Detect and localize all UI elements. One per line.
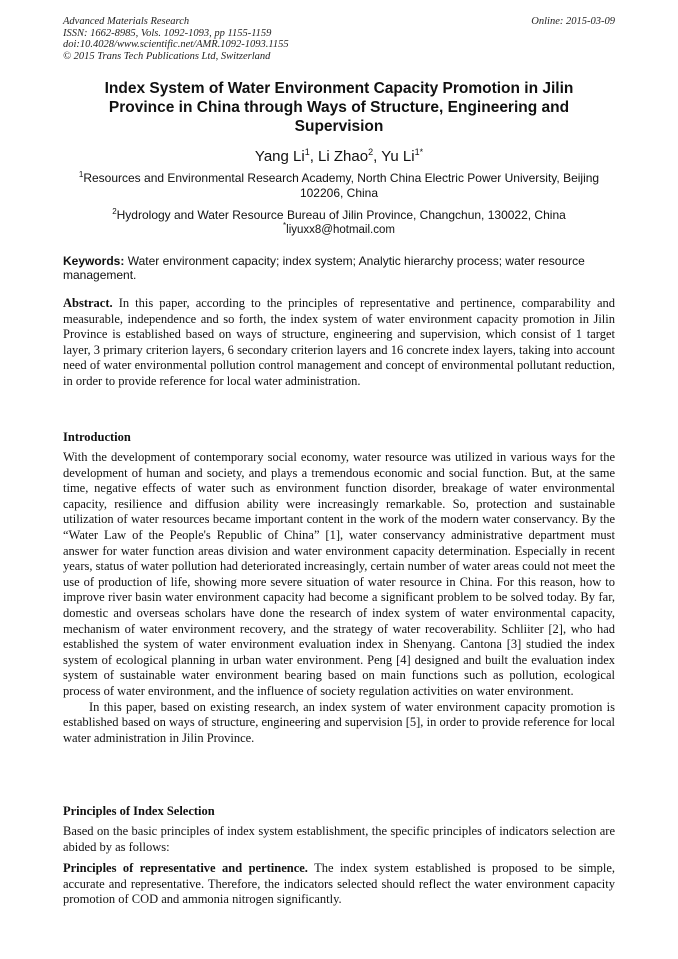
principles-heading: Principles of Index Selection (63, 804, 215, 818)
email-address: liyuxx8@hotmail.com (286, 223, 395, 236)
author-name: Li Zhao (318, 148, 369, 165)
abstract (63, 296, 615, 390)
title-line-1: Index System of Water Environment Capacity Promotion in Jilin (104, 80, 574, 97)
affiliation-text: 102206, China (299, 186, 379, 200)
introduction-body (63, 450, 615, 746)
principle-text: The index system established is proposed to be simple, accurate and representative. Therefore, the indicators selected should reflect the water environment capacity promotion of COD and ammonia nitrogen significantly. (63, 861, 615, 907)
paper-title (63, 79, 615, 136)
author-mark: 2 (368, 147, 374, 157)
introduction-paragraph-2: In this paper, based on existing research, an index system of water environment capacity promotion is established based on ways of structure, engineering and supervision [5], in order to provide reference for local water administration in Jilin Province. (63, 699, 615, 745)
introduction-paragraph-1: With the development of contemporary social economy, water resource was utilized in various ways for the development of human and society, and plays a tremendous economic and social function. But, at the same time, negative effects of water such as environment function disorder, breakage of water environmental capacity, resilience and diffusion ability were increasingly remarkable. So, protection and sustainable utilization of water resources became important content in the work of the modern water conservancy. By the “Water Law of the People's Republic of China” [1], water conservancy administrative department must answer for water function areas division and water environment capacity determination. Especially in recent years, status of water pollution had deteriorated increasingly, certain number of water areas could not meet the use of production of life, showing more severe situation of water resource in China. For this reason, how to improve river basin water environment capacity had become a significant problem to be solved today. By far, domestic and overseas scholars have done the research of index system of water environmental capacity, mechanism of water environment recovery, and the strategy of water recoverability. Schliiter [2], who had established the system of water environment evaluation index in Shenyang. Cantona [3] studied the index system of ecological planning in urban water environment. Peng [4] designed and built the evaluation index system of sustainable water environment bearing based on main functions such as pollution, ecological process of water environment, and the influence of society regulation activities on water environment. (63, 450, 615, 698)
title-line-2: Province in China through Ways of Structure, Engineering and (108, 99, 570, 116)
title-line-3: Supervision (294, 118, 384, 135)
abstract-label: Abstract. (63, 296, 113, 310)
principle-label: Principles of representative and pertinence. (63, 861, 308, 876)
author-mark: 1 (304, 147, 310, 157)
online-date: Online: 2015-03-09 (531, 16, 615, 27)
keywords-text: Water environment capacity; index system; Analytic hierarchy process; water resource management. (63, 254, 585, 282)
author-list: Yang Li$^1$, Li Zhao$^2$, Yu $Li^{1*}$ (254, 147, 424, 165)
principles-paragraph-2 (63, 861, 615, 908)
email-line (63, 219, 615, 237)
affiliation-mark: 2 (112, 207, 117, 216)
author-name: Yu Li (381, 148, 415, 165)
issn-line: ISSN: 1662-8985, Vols. 1092-1093, pp 1155-1159 (63, 27, 272, 39)
abstract-text: In this paper, according to the principles of representative and pertinence, comparability and measurable, independence and so forth, the index system of water environment capacity promotion in Jilin Province is established based on ways of structure, engineering and supervision, which consist of 1 target layer, 3 primary criterion layers, 6 secondary criterion layers and 16 concrete index layers, taking into account need of water environmental pollution control management and concept of environmental pollutant reduction, in order to provide reference for local water administration. (63, 296, 615, 388)
principles-body (63, 824, 615, 908)
email-mark: * (283, 221, 287, 230)
principles-paragraph-1: Based on the basic principles of index system establishment, the specific principles of indicators selection are abided by as follows: (63, 824, 615, 854)
doi-line: doi:10.4028/www.scientific.net/AMR.1092-1093.1155 (63, 39, 289, 50)
journal-name: Advanced Materials Research (63, 16, 190, 27)
keywords-label: Keywords: (63, 254, 125, 268)
affiliation-1 (63, 167, 615, 201)
affiliation-text: Resources and Environmental Research Academy, North China Electric Power University, Beijing (83, 171, 600, 185)
author-mark: 1* (414, 147, 424, 157)
keywords (63, 254, 615, 282)
copyright-line: © 2015 Trans Tech Publications Ltd, Switzerland (63, 50, 271, 62)
affiliation-text: Hydrology and Water Resource Bureau of Jilin Province, Changchun, 130022, China (116, 208, 566, 222)
introduction-heading: Introduction (63, 430, 131, 444)
publication-header (63, 16, 615, 62)
author-name: Yang Li (254, 148, 305, 165)
affiliation-mark: 1 (78, 170, 84, 179)
